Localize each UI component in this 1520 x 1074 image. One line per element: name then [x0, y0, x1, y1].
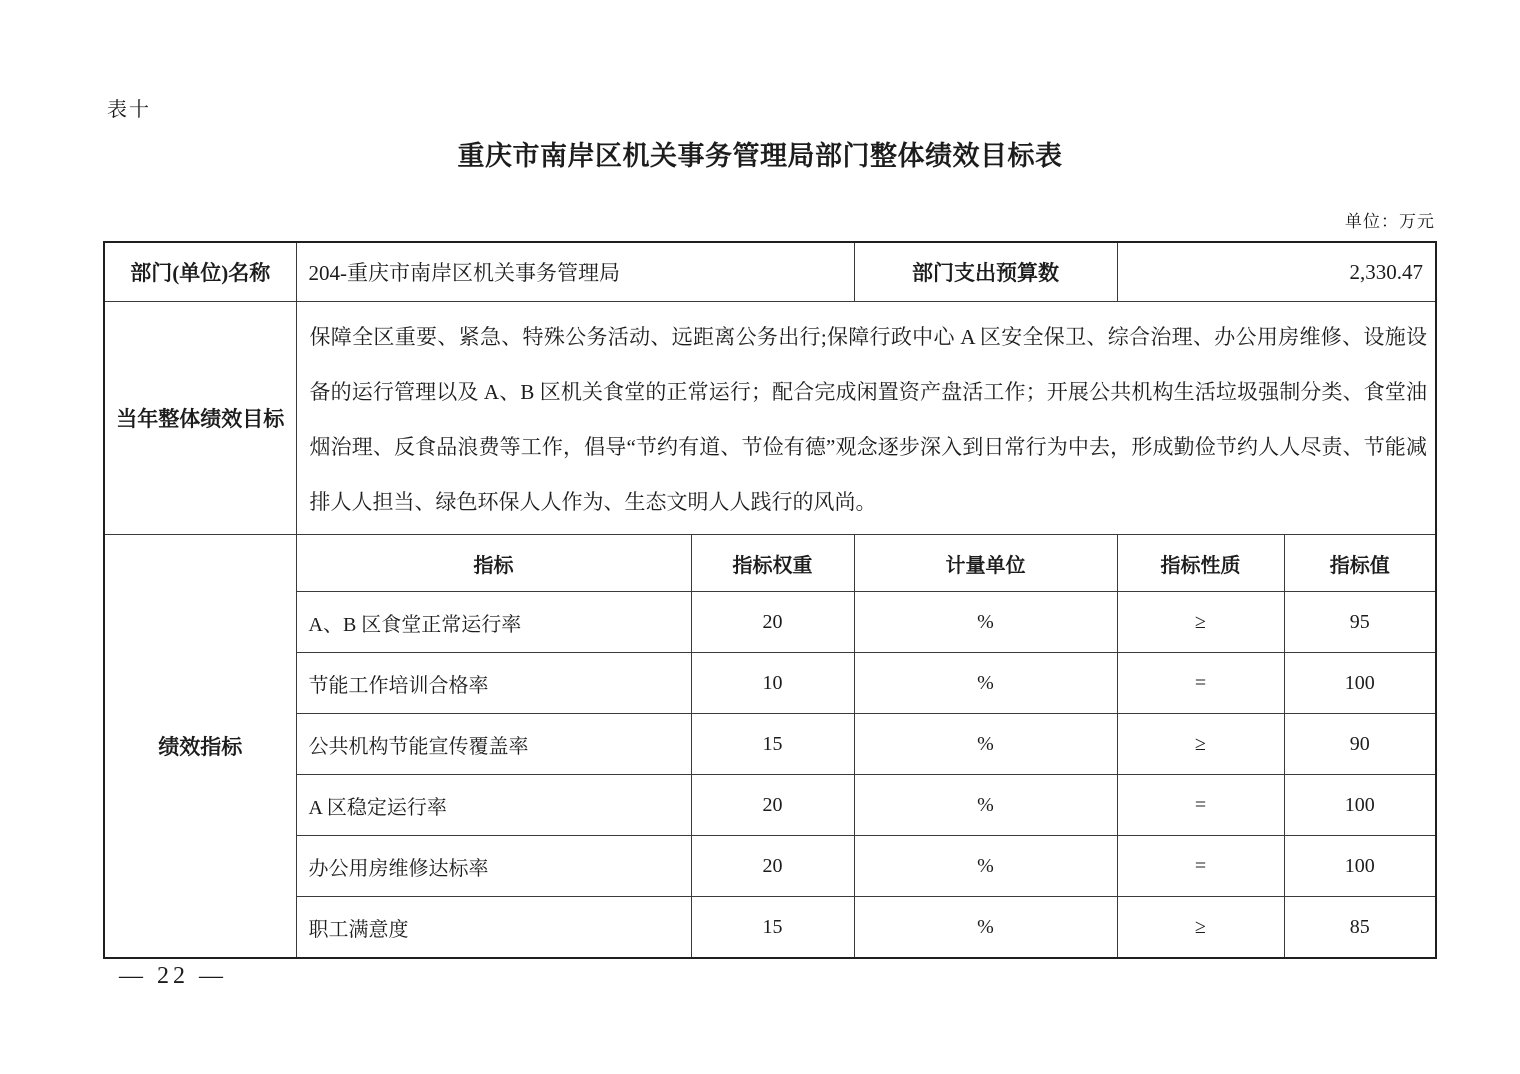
col-header-indicator: 指标 — [296, 535, 691, 592]
table-row — [104, 836, 1436, 897]
indicator-unit: % — [854, 592, 1117, 653]
indicator-unit: % — [854, 653, 1117, 714]
indicator-name: A、B 区食堂正常运行率 — [296, 592, 691, 653]
table-row — [104, 714, 1436, 775]
dept-name-label: 部门(单位)名称 — [104, 242, 296, 302]
indicator-nature: ≥ — [1117, 592, 1284, 653]
indicator-name: 节能工作培训合格率 — [296, 653, 691, 714]
table-row — [104, 897, 1436, 959]
indicator-weight: 10 — [691, 653, 854, 714]
indicator-unit: % — [854, 897, 1117, 959]
table-index-label: 表十 — [107, 99, 151, 121]
indicator-nature: ≥ — [1117, 897, 1284, 959]
indicator-value: 100 — [1284, 775, 1436, 836]
budget-label: 部门支出预算数 — [854, 242, 1117, 302]
indicator-weight: 20 — [691, 836, 854, 897]
indicator-value: 100 — [1284, 836, 1436, 897]
indicator-name: 职工满意度 — [296, 897, 691, 959]
performance-target-table — [103, 241, 1437, 959]
indicator-unit: % — [854, 775, 1117, 836]
indicator-value: 90 — [1284, 714, 1436, 775]
indicator-header-row — [104, 535, 1436, 592]
indicator-weight: 15 — [691, 714, 854, 775]
page-number: — 22 — — [119, 963, 227, 989]
indicator-name: 公共机构节能宣传覆盖率 — [296, 714, 691, 775]
indicator-nature: = — [1117, 836, 1284, 897]
indicator-value: 85 — [1284, 897, 1436, 959]
indicator-value: 100 — [1284, 653, 1436, 714]
indicator-weight: 15 — [691, 897, 854, 959]
annual-goal-row — [104, 302, 1436, 535]
table-row — [104, 592, 1436, 653]
indicator-nature: ≥ — [1117, 714, 1284, 775]
unit-note: 单位：万元 — [1345, 212, 1435, 231]
indicator-unit: % — [854, 714, 1117, 775]
indicator-weight: 20 — [691, 592, 854, 653]
col-header-value: 指标值 — [1284, 535, 1436, 592]
col-header-unit: 计量单位 — [854, 535, 1117, 592]
col-header-weight: 指标权重 — [691, 535, 854, 592]
indicators-section-label: 绩效指标 — [104, 535, 296, 959]
budget-value: 2,330.47 — [1117, 242, 1436, 302]
indicator-weight: 20 — [691, 775, 854, 836]
indicator-nature: = — [1117, 653, 1284, 714]
indicator-name: 办公用房维修达标率 — [296, 836, 691, 897]
indicator-value: 95 — [1284, 592, 1436, 653]
table-row — [104, 775, 1436, 836]
indicator-name: A 区稳定运行率 — [296, 775, 691, 836]
annual-goal-text: 保障全区重要、紧急、特殊公务活动、远距离公务出行;保障行政中心 A 区安全保卫、综合治理、办公用房维修、设施设备的运行管理以及 A、B 区机关食堂的正常运行；配合完成闲置资产盘活工作；开展公共机构生活垃圾强制分类、食堂油烟治理、反食品浪费等工作，倡导“节约有道、节俭有德”观念逐步深入到日常行为中去，形成勤俭节约人人尽责、节能减排人人担当、绿色环保人人作为、生态文明人人践行的风尚。 — [296, 302, 1436, 535]
page-title: 重庆市南岸区机关事务管理局部门整体绩效目标表 — [457, 141, 1063, 171]
indicator-unit: % — [854, 836, 1117, 897]
table-row — [104, 653, 1436, 714]
dept-info-row — [104, 242, 1436, 302]
col-header-nature: 指标性质 — [1117, 535, 1284, 592]
annual-goal-label: 当年整体绩效目标 — [104, 302, 296, 535]
dept-name-value: 204-重庆市南岸区机关事务管理局 — [296, 242, 854, 302]
indicator-nature: = — [1117, 775, 1284, 836]
